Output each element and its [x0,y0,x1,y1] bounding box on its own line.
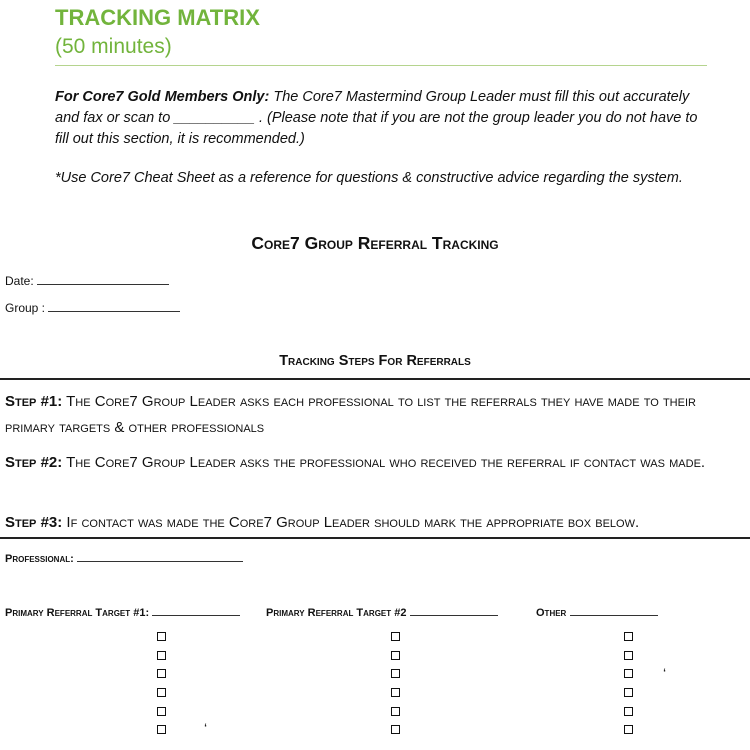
target-1-field[interactable] [5,603,240,619]
other-label: Other [536,607,567,619]
date-line[interactable] [37,272,169,285]
checkbox[interactable] [624,688,633,697]
page-subtitle: (50 minutes) [55,35,172,58]
checkbox[interactable] [624,707,633,716]
checkbox[interactable] [624,669,633,678]
checkbox[interactable] [157,632,166,641]
checkbox[interactable] [391,651,400,660]
target-1-label: Primary Referral Target #1: [5,607,150,619]
page-title: TRACKING MATRIX [55,5,260,30]
steps-title: Tracking Steps For Referrals [279,353,471,369]
section-title: Core7 Group Referral Tracking [251,233,499,253]
other-field[interactable] [536,603,658,619]
step-3 [5,510,750,536]
professional-field[interactable] [5,549,243,565]
target-2-label: Primary Referral Target #2 [266,607,407,619]
target-1-line[interactable] [152,603,240,616]
checkbox[interactable] [391,725,400,734]
title-divider [55,65,707,66]
intro-paragraph [55,87,715,150]
step-3-label: Step #3: [5,514,63,531]
step-1-text: The Core7 Group Leader asks each professional to list the referrals they have made to their primary targets & other professionals [5,393,696,436]
steps-top-rule [0,378,750,380]
checkbox[interactable] [157,669,166,678]
checkbox[interactable] [157,688,166,697]
checkbox[interactable] [391,688,400,697]
date-label: Date: [5,274,34,288]
target-2-line[interactable] [410,603,498,616]
checkbox[interactable] [391,669,400,678]
checkbox[interactable] [391,632,400,641]
step-1 [5,389,750,441]
intro-text: The Core7 Mastermind Group Leader must fill this out accurately and fax or scan to __________ . (Please note that if you are not the group leader you do not have to fill out this section, it is recommended.) [55,89,698,147]
intro-lead: For Core7 Gold Members Only: [55,89,270,105]
intro-note: *Use Core7 Cheat Sheet as a reference for questions & constructive advice regarding the system. [55,170,683,186]
checkbox[interactable] [157,707,166,716]
tick-mark: ‘ [204,720,208,736]
steps-bottom-rule [0,537,750,539]
group-field[interactable] [5,299,180,315]
checkbox[interactable] [624,651,633,660]
group-label: Group : [5,301,46,315]
checkbox[interactable] [391,707,400,716]
step-2-text: The Core7 Group Leader asks the professional who received the referral if contact was made. [62,454,706,471]
step-2 [5,450,750,476]
checkbox[interactable] [624,725,633,734]
professional-line[interactable] [77,549,243,562]
checkbox[interactable] [624,632,633,641]
step-2-label: Step #2: [5,454,63,471]
checkbox[interactable] [157,725,166,734]
checkbox[interactable] [157,651,166,660]
step-3-text: If contact was made the Core7 Group Leader should mark the appropriate box below. [62,514,640,531]
tick-mark: ‘ [663,665,667,681]
date-field[interactable] [5,272,169,288]
group-line[interactable] [48,299,180,312]
step-1-label: Step #1: [5,393,63,410]
other-line[interactable] [570,603,658,616]
target-2-field[interactable] [266,603,498,619]
professional-label: Professional: [5,553,74,565]
